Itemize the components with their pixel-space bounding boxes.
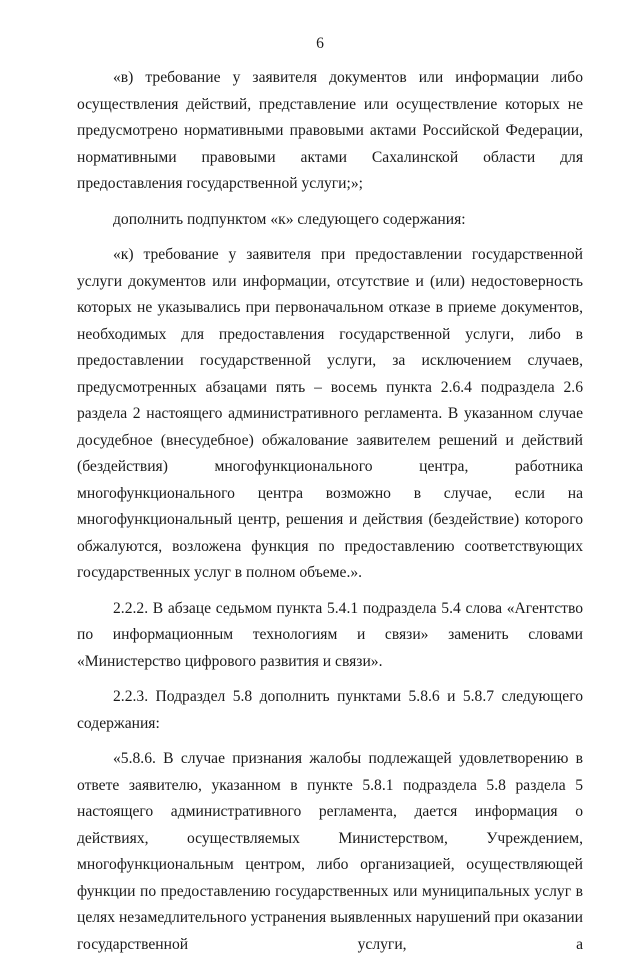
page-number: 6 <box>316 35 324 52</box>
paragraph-2-2-3: 2.2.3. Подраздел 5.8 дополнить пунктами 5.8.6 и 5.8.7 следующего содержания: <box>77 688 583 732</box>
paragraph-5-8-6: «5.8.6. В случае признания жалобы подлежащей удовлетворению в ответе заявителю, указанном в пункте 5.8.1 подраздела 5.8 раздела 5 настоящего административного регламента, дается информация о действиях, осуществляемых Министерством, Учреждением, многофункциональным центром, либо организацией, осуществляющей функции по предоставлению государственных или муниципальных услуг в целях незамедлительного устранения выявленных нарушений при оказании государственной услуги, а <box>77 750 583 953</box>
paragraph-add-subitem: дополнить подпунктом «к» следующего содержания: <box>113 210 466 228</box>
document-body <box>77 65 583 958</box>
paragraph-item-k: «к) требование у заявителя при предоставлении государственной услуги документов или информации, отсутствие и (или) недостоверность которых не указывались при первоначальном отказе в приеме документов, необходимых для предоставления государственной услуги, либо в предоставлении государственной услуги, за исключением случаев, предусмотренных абзацами пять – восемь пункта 2.6.4 подраздела 2.6 раздела 2 настоящего административного регламента. В указанном случае досудебное (внесудебное) обжалование заявителем решений и действий (бездействия) многофункционального центра, работника многофункционального центра возможно в случае, если на многофункциональный центр, решения и действия (бездействие) которого обжалуются, возложена функция по предоставлению соответствующих государственных услуг в полном объеме.». <box>77 246 583 581</box>
paragraph-2-2-2: 2.2.2. В абзаце седьмом пункта 5.4.1 подраздела 5.4 слова «Агентство по информационным технологиям и связи» заменить словами «Министерство цифрового развития и связи». <box>77 599 583 670</box>
paragraph-item-v: «в) требование у заявителя документов или информации либо осуществления действий, представление или осуществление которых не предусмотрено нормативными правовыми актами Российской Федерации, нормативными правовыми актами Сахалинской области для предоставления государственной услуги;»; <box>77 69 583 192</box>
